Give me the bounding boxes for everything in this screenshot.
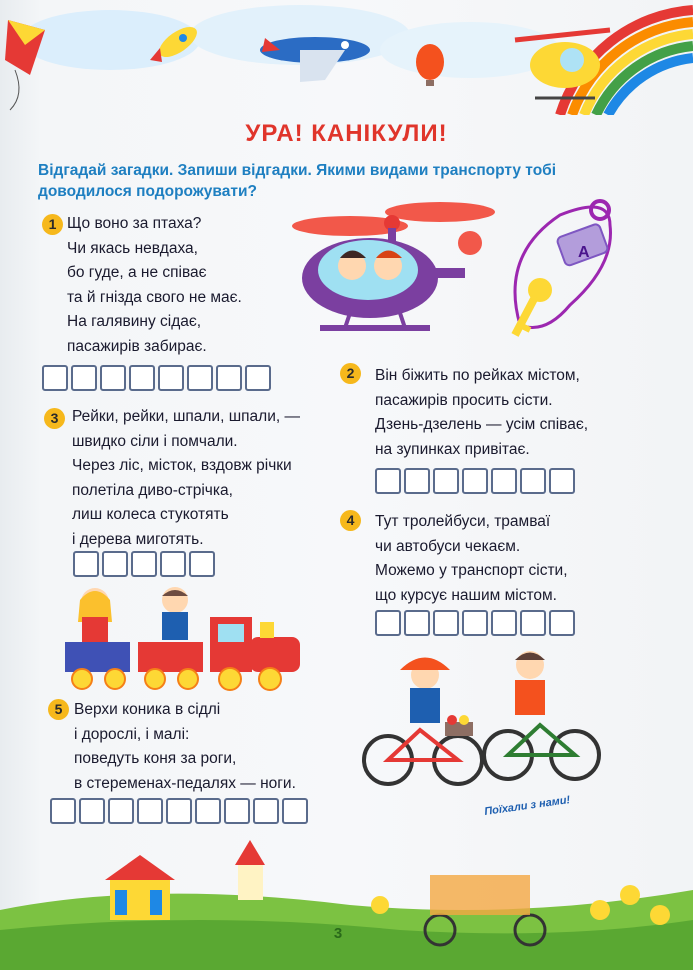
riddle-line: Рейки, рейки, шпали, шпали, — — [72, 408, 300, 425]
answer-letter-box[interactable] — [129, 365, 155, 391]
riddle-4-text — [375, 510, 568, 608]
instruction-text: Відгадай загадки. Запиши відгадки. Якими видами транспорту тобі доводилося подорожувати? — [38, 162, 557, 200]
riddle-4-badge: 4 — [340, 510, 361, 531]
riddle-line: На галявину сідає, — [67, 313, 202, 330]
riddle-1-text — [67, 212, 242, 359]
riddle-3-text — [72, 405, 300, 552]
answer-letter-box[interactable] — [404, 468, 430, 494]
answer-letter-box[interactable] — [462, 610, 488, 636]
page-title: УРА! КАНІКУЛИ! — [245, 120, 448, 147]
answer-letter-box[interactable] — [131, 551, 157, 577]
answer-boxes-2[interactable] — [375, 468, 575, 494]
answer-letter-box[interactable] — [404, 610, 430, 636]
riddle-line: поведуть коня за роги, — [74, 750, 237, 767]
answer-letter-box[interactable] — [520, 468, 546, 494]
riddle-line: що курсує нашим містом. — [375, 586, 557, 604]
answer-letter-box[interactable] — [216, 365, 242, 391]
answer-letter-box[interactable] — [160, 551, 186, 577]
carousel-icon — [105, 855, 175, 920]
answer-letter-box[interactable] — [433, 610, 459, 636]
riddle-line: Можемо у транспорт сісти, — [375, 562, 568, 579]
riddle-line: на зупинках привітає. — [375, 440, 530, 458]
answer-letter-box[interactable] — [102, 551, 128, 577]
key-tag-letter: А — [578, 244, 590, 261]
riddle-line: пасажирів просить сісти. — [375, 391, 553, 409]
bicycles-picture — [360, 640, 605, 790]
riddle-5-text — [74, 698, 296, 796]
kite-icon — [5, 20, 45, 110]
page-number: 3 — [333, 925, 343, 942]
answer-letter-box[interactable] — [73, 551, 99, 577]
top-illustration — [0, 0, 693, 115]
answer-letter-box[interactable] — [491, 468, 517, 494]
answer-boxes-1[interactable] — [42, 365, 271, 391]
riddle-line: Дзень-дзелень — усім співає, — [375, 416, 589, 433]
riddle-line: полетіла диво-стрічка, — [72, 481, 233, 499]
answer-letter-box[interactable] — [189, 551, 215, 577]
riddle-line: Він біжить по рейках містом, — [375, 367, 580, 384]
answer-letter-box[interactable] — [158, 365, 184, 391]
answer-letter-box[interactable] — [245, 365, 271, 391]
riddle-line: і дерева миготять. — [72, 530, 204, 548]
hot-air-balloon-icon — [416, 44, 444, 86]
riddle-line: і дорослі, і малі: — [74, 725, 190, 743]
answer-letter-box[interactable] — [433, 468, 459, 494]
purple-helicopter-picture — [290, 198, 495, 343]
answer-letter-box[interactable] — [71, 365, 97, 391]
answer-letter-box[interactable] — [520, 610, 546, 636]
answer-letter-box[interactable] — [42, 365, 68, 391]
answer-letter-box[interactable] — [462, 468, 488, 494]
riddle-line: пасажирів забирає. — [67, 337, 207, 355]
riddle-2-badge: 2 — [340, 363, 361, 384]
riddle-line: Верхи коника в сідлі — [74, 701, 221, 718]
riddle-line: Через ліс, місток, вздовж річки — [72, 457, 292, 474]
answer-letter-box[interactable] — [375, 468, 401, 494]
riddle-line: в стеременах-педалях — ноги. — [74, 774, 296, 792]
answer-boxes-4[interactable] — [375, 610, 575, 636]
riddle-2-text — [375, 364, 588, 462]
house-icon — [235, 840, 265, 900]
answer-letter-box[interactable] — [491, 610, 517, 636]
bottom-illustration — [0, 820, 693, 970]
banner-text: Поїхали з нами! — [483, 794, 571, 818]
answer-letter-box[interactable] — [549, 610, 575, 636]
key-picture — [500, 195, 630, 345]
riddle-line: Тут тролейбуси, трамваї — [375, 513, 551, 530]
riddle-line: Чи якась невдаха, — [67, 239, 198, 257]
answer-letter-box[interactable] — [187, 365, 213, 391]
riddle-line: та й гнізда свого не має. — [67, 288, 242, 306]
riddle-line: бо гуде, а не співає — [67, 264, 207, 281]
riddle-line: швидко сіли і помчали. — [72, 432, 238, 450]
answer-letter-box[interactable] — [100, 365, 126, 391]
riddle-line: чи автобуси чекаєм. — [375, 537, 521, 555]
riddle-line: Що воно за птаха? — [67, 215, 202, 232]
riddle-3-badge: 3 — [44, 408, 65, 429]
riddle-line: лиш колеса стукотять — [72, 506, 229, 523]
answer-letter-box[interactable] — [549, 468, 575, 494]
riddle-5-badge: 5 — [48, 699, 69, 720]
answer-boxes-3[interactable] — [73, 551, 215, 577]
train-picture — [60, 582, 310, 692]
answer-letter-box[interactable] — [375, 610, 401, 636]
riddle-1-badge: 1 — [42, 214, 63, 235]
